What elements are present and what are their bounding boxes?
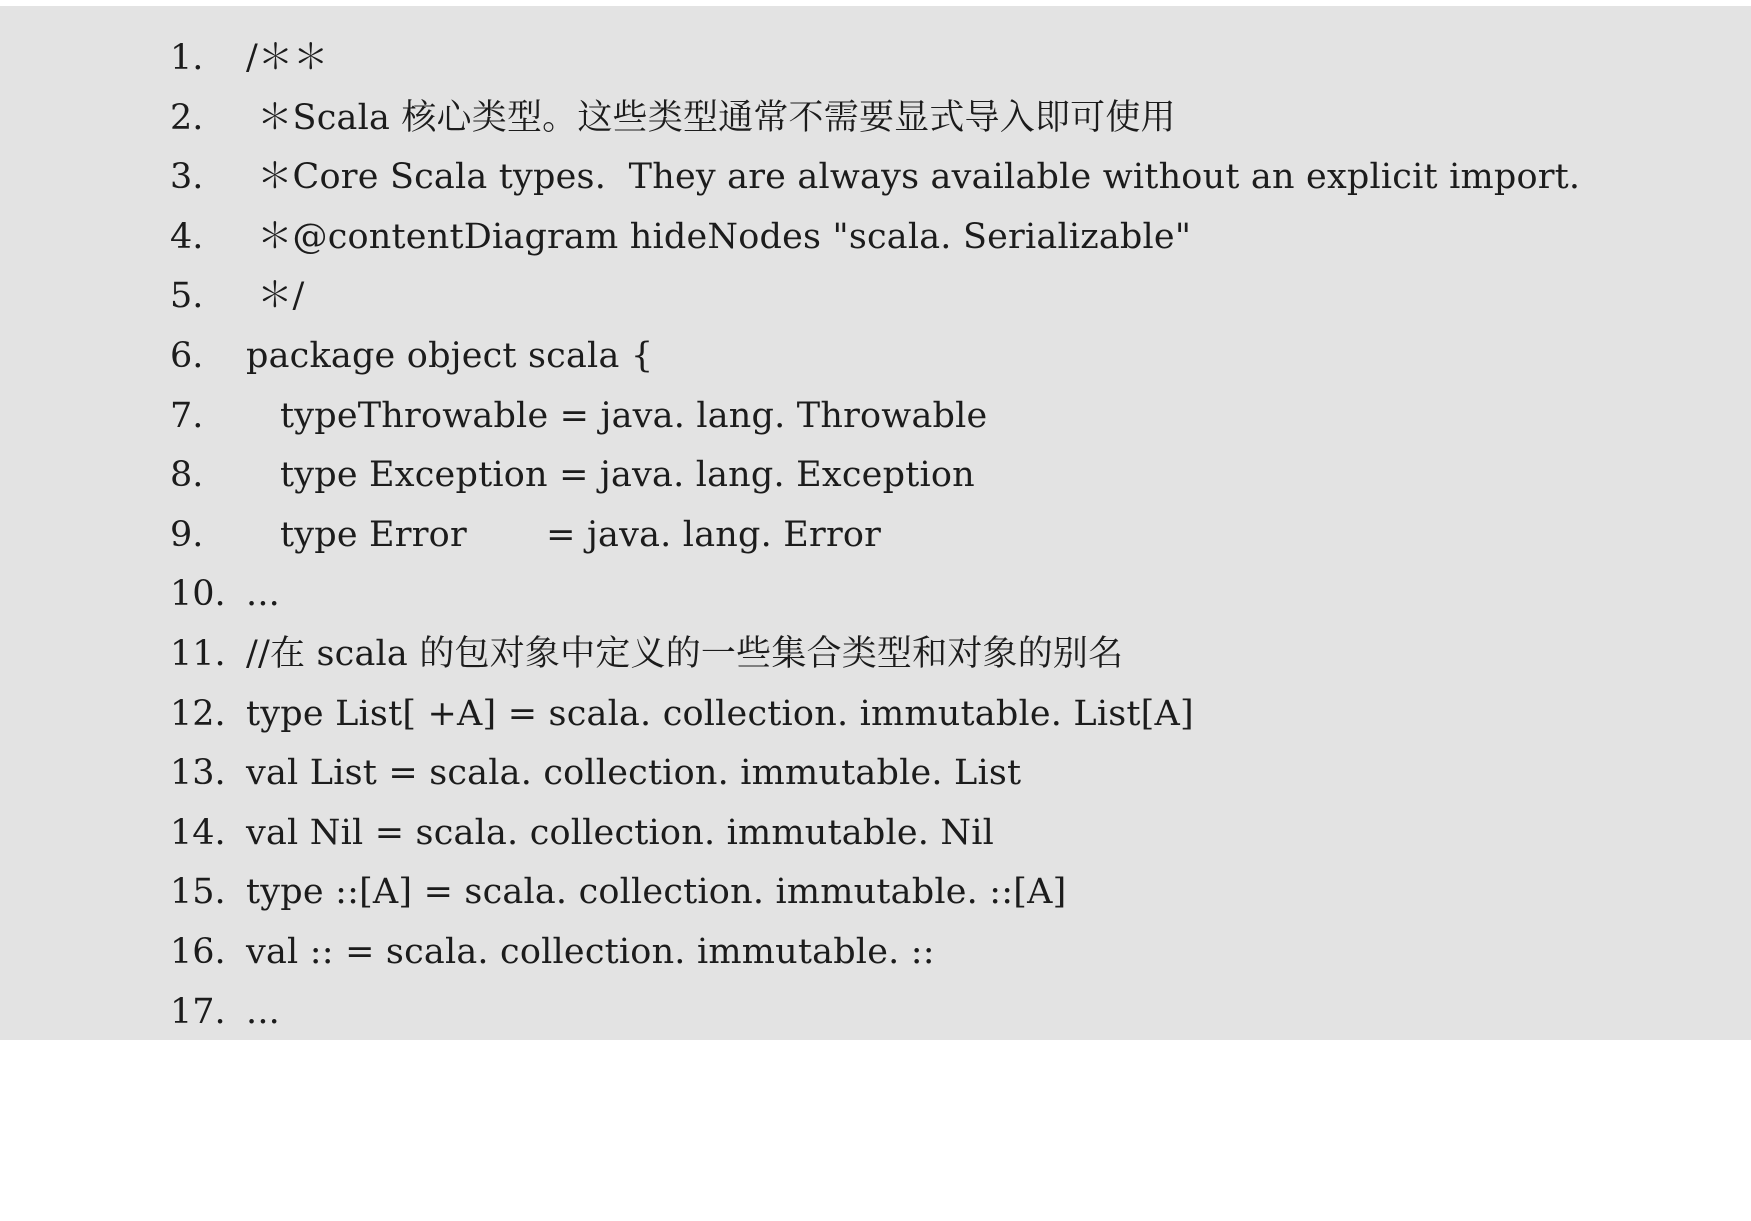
line-number: 16. xyxy=(170,931,226,972)
code-line xyxy=(0,565,1751,625)
line-text: ＊Core Scala types. They are always available without an explicit import. xyxy=(246,157,1581,198)
line-text: /＊＊ xyxy=(246,38,329,78)
line-text: val :: = scala. collection. immutable. :: xyxy=(246,931,935,972)
line-text: package object scala { xyxy=(246,335,654,376)
line-text: val Nil = scala. collection. immutable. Nil xyxy=(246,812,995,853)
line-number: 6. xyxy=(170,335,204,376)
code-line xyxy=(0,506,1751,566)
code-listing-panel xyxy=(0,6,1751,1040)
code-line xyxy=(0,983,1751,1043)
code-listing xyxy=(0,29,1751,1042)
line-text: type Error = java. lang. Error xyxy=(246,514,882,555)
line-number: 4. xyxy=(170,216,204,257)
code-line xyxy=(0,923,1751,983)
line-text: ＊Scala 核心类型。这些类型通常不需要显式导入即可使用 xyxy=(246,97,1176,138)
line-number: 13. xyxy=(170,753,226,794)
line-text: //在 scala 的包对象中定义的一些集合类型和对象的别名 xyxy=(246,633,1124,674)
code-line xyxy=(0,863,1751,923)
line-number: 15. xyxy=(170,872,226,913)
line-number: 10. xyxy=(170,574,226,615)
line-number: 3. xyxy=(170,157,204,198)
line-number: 11. xyxy=(170,633,226,674)
line-text: type Exception = java. lang. Exception xyxy=(246,455,975,496)
line-number: 5. xyxy=(170,276,204,317)
code-line xyxy=(0,625,1751,685)
code-line xyxy=(0,29,1751,89)
line-text: type ::[A] = scala. collection. immutable. ::[A] xyxy=(246,872,1067,913)
line-number: 7. xyxy=(170,395,204,436)
code-line xyxy=(0,148,1751,208)
code-line xyxy=(0,804,1751,864)
code-line xyxy=(0,208,1751,268)
code-line xyxy=(0,267,1751,327)
line-number: 1. xyxy=(170,38,204,78)
line-text: ＊@contentDiagram hideNodes "scala. Serializable" xyxy=(246,216,1192,257)
line-text: ＊/ xyxy=(246,276,305,317)
line-number: 2. xyxy=(170,97,204,138)
line-number: 14. xyxy=(170,812,226,853)
code-line xyxy=(0,387,1751,447)
line-number: 12. xyxy=(170,693,226,734)
line-number: 8. xyxy=(170,455,204,496)
line-text: val List = scala. collection. immutable. List xyxy=(246,753,1022,794)
line-number: 17. xyxy=(170,991,226,1032)
code-line xyxy=(0,744,1751,804)
code-line xyxy=(0,446,1751,506)
line-text: ... xyxy=(246,574,280,615)
line-text: ... xyxy=(246,991,280,1032)
code-line xyxy=(0,89,1751,149)
line-text: typeThrowable = java. lang. Throwable xyxy=(246,395,988,436)
code-line xyxy=(0,327,1751,387)
line-number: 9. xyxy=(170,514,204,555)
line-text: type List[ +A] = scala. collection. immutable. List[A] xyxy=(246,693,1194,734)
code-line xyxy=(0,685,1751,745)
